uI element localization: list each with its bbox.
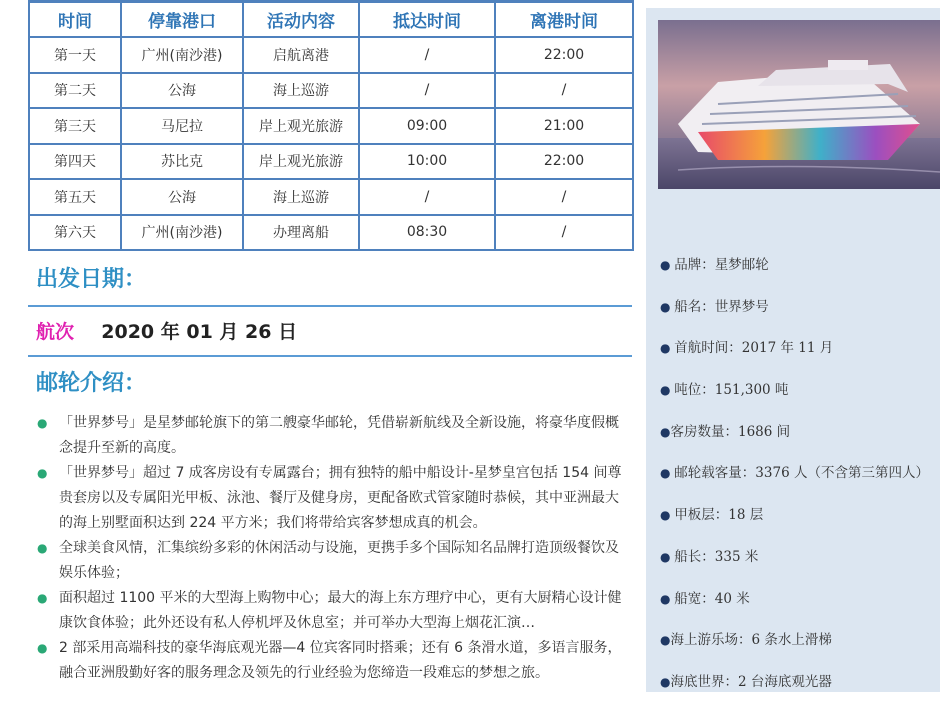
bullet-icon: ● bbox=[37, 541, 48, 555]
cell-port: 公海 bbox=[121, 179, 243, 215]
col-header-departure: 离港时间 bbox=[495, 2, 633, 38]
cell-port: 马尼拉 bbox=[121, 108, 243, 144]
bullet-icon: ● bbox=[37, 591, 48, 605]
table-row bbox=[29, 179, 633, 215]
cell-day: 第一天 bbox=[29, 37, 121, 73]
col-header-time: 时间 bbox=[29, 2, 121, 38]
cell-arrival: / bbox=[359, 37, 495, 73]
table-row bbox=[29, 73, 633, 109]
departure-date-heading: 出发日期： bbox=[36, 267, 147, 292]
voyage-date: 2020 年 01 月 26 日 bbox=[101, 321, 298, 343]
list-item: ● 2 部采用高端科技的豪华海底观光器—4 位宾客同时搭乘；还有 6 条滑水道，多语言服务，融合亚洲殷勤好客的服务理念及领先的行业经验为您缔造一段难忘的梦想之旅。 bbox=[28, 636, 632, 686]
voyage-label: 航次 bbox=[36, 321, 75, 343]
cell-port: 公海 bbox=[121, 73, 243, 109]
bullet-icon: ● bbox=[37, 416, 48, 430]
cell-departure: / bbox=[495, 179, 633, 215]
cell-arrival: / bbox=[359, 179, 495, 215]
cell-departure: 22:00 bbox=[495, 37, 633, 73]
cell-arrival: 09:00 bbox=[359, 108, 495, 144]
list-item: ● 全球美食风情，汇集缤纷多彩的休闲活动与设施，更携手多个国际知名品牌打造顶级餐饮及娱乐体验； bbox=[28, 536, 632, 586]
list-item: ● 「世界梦号」是星梦邮轮旗下的第二艘豪华邮轮，凭借崭新航线及全新设施，将豪华度假概念提升至新的高度。 bbox=[28, 411, 632, 461]
list-item: ● 「世界梦号」超过 7 成客房设有专属露台；拥有独特的船中船设计-星梦皇宫包括 154 间尊贵套房以及专属阳光甲板、泳池、餐厅及健身房，更配备欧式管家随时恭候，其中亚洲最大的海上别墅面积达到 224 平方米；我们将带给宾客梦想成真的机会。 bbox=[28, 461, 632, 536]
cell-port: 广州(南沙港) bbox=[121, 215, 243, 251]
col-header-port: 停靠港口 bbox=[121, 2, 243, 38]
cruise-intro-list bbox=[28, 411, 632, 686]
cell-arrival: 10:00 bbox=[359, 144, 495, 180]
cell-activity: 海上巡游 bbox=[243, 179, 359, 215]
spec-item-length: ● 船长：335 米 bbox=[660, 548, 759, 565]
divider bbox=[28, 305, 632, 307]
itinerary-section bbox=[28, 0, 632, 686]
ship-info-panel bbox=[646, 8, 940, 692]
spec-item-tonnage: ● 吨位：151,300 吨 bbox=[660, 382, 789, 399]
cruise-intro-heading: 邮轮介绍： bbox=[36, 371, 147, 396]
spec-item-underwater: ●海底世界：2 台海底观光器 bbox=[660, 673, 832, 690]
list-item: ● 面积超过 1100 平米的大型海上购物中心；最大的海上东方理疗中心，更有大厨精心设计健康饮食体验；此外还设有私人停机坪及休息室；并可举办大型海上烟花汇演… bbox=[28, 586, 632, 636]
voyage-line bbox=[28, 319, 632, 345]
spec-item-decks: ● 甲板层：18 层 bbox=[660, 507, 764, 524]
spec-item-brand: ● 品牌：星梦邮轮 bbox=[660, 257, 769, 273]
spec-item-capacity: ● 邮轮载客量：3376 人（不含第三第四人） bbox=[660, 465, 929, 482]
ship-specs-list bbox=[660, 252, 940, 711]
cell-port: 苏比克 bbox=[121, 144, 243, 180]
spec-item-cabins: ●客房数量：1686 间 bbox=[660, 423, 791, 440]
spec-item-water-park: ●海上游乐场：6 条水上滑梯 bbox=[660, 632, 832, 649]
col-header-activity: 活动内容 bbox=[243, 2, 359, 38]
cell-activity: 启航离港 bbox=[243, 37, 359, 73]
cell-port: 广州(南沙港) bbox=[121, 37, 243, 73]
cruise-ship-image bbox=[658, 20, 940, 189]
cell-departure: 22:00 bbox=[495, 144, 633, 180]
spec-item-ship-name: ● 船名：世界梦号 bbox=[660, 298, 769, 315]
cell-day: 第三天 bbox=[29, 108, 121, 144]
cell-activity: 岸上观光旅游 bbox=[243, 108, 359, 144]
cell-departure: 21:00 bbox=[495, 108, 633, 144]
cell-day: 第五天 bbox=[29, 179, 121, 215]
table-row bbox=[29, 37, 633, 73]
cell-activity: 岸上观光旅游 bbox=[243, 144, 359, 180]
cruise-ship-illustration bbox=[658, 20, 940, 189]
divider bbox=[28, 355, 632, 357]
spec-item-maiden-voyage: ● 首航时间：2017 年 11 月 bbox=[660, 340, 834, 357]
cell-departure: / bbox=[495, 215, 633, 251]
cell-day: 第六天 bbox=[29, 215, 121, 251]
bullet-icon: ● bbox=[37, 641, 48, 655]
table-row bbox=[29, 215, 633, 251]
cell-departure: / bbox=[495, 73, 633, 109]
col-header-arrival: 抵达时间 bbox=[359, 2, 495, 38]
cell-arrival: / bbox=[359, 73, 495, 109]
table-row bbox=[29, 144, 633, 180]
itinerary-table bbox=[28, 0, 634, 251]
spec-item-width: ● 船宽：40 米 bbox=[660, 590, 750, 607]
table-row bbox=[29, 108, 633, 144]
cell-activity: 海上巡游 bbox=[243, 73, 359, 109]
table-header-row bbox=[29, 2, 633, 38]
cell-arrival: 08:30 bbox=[359, 215, 495, 251]
cell-day: 第二天 bbox=[29, 73, 121, 109]
bullet-icon: ● bbox=[37, 466, 48, 480]
cell-activity: 办理离船 bbox=[243, 215, 359, 251]
cell-day: 第四天 bbox=[29, 144, 121, 180]
